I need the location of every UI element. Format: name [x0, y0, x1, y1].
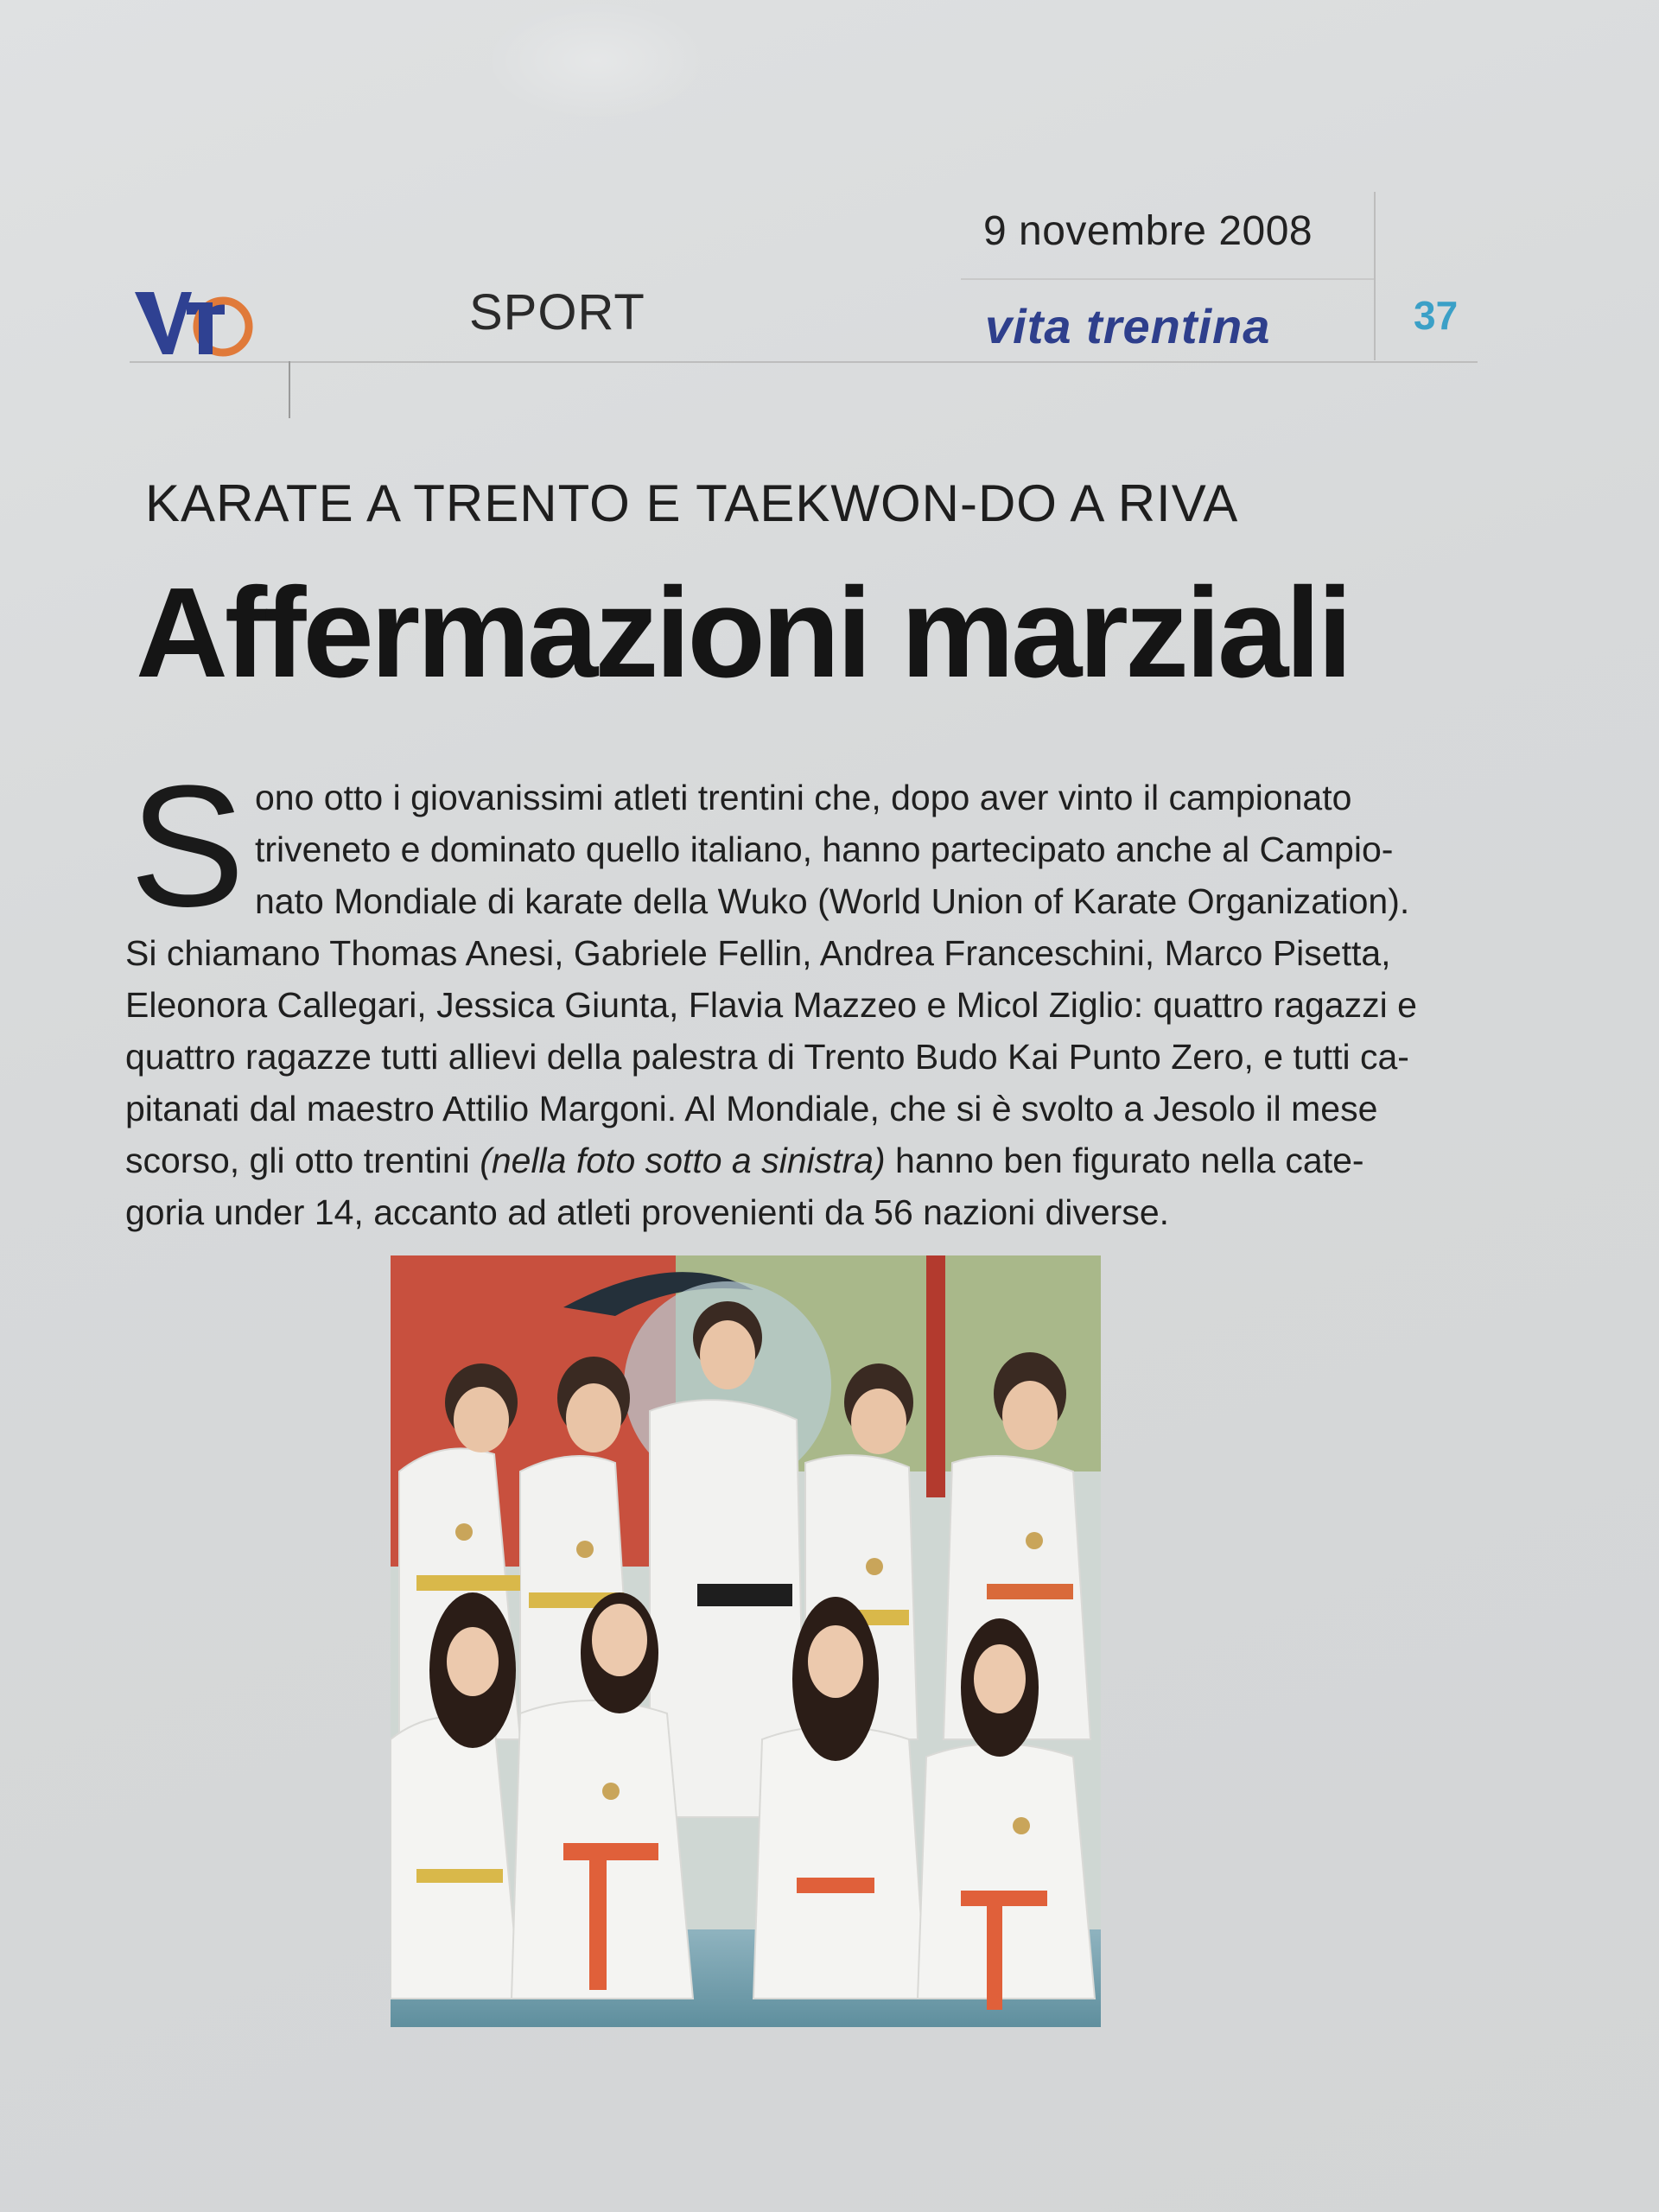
group-photo [391, 1255, 1101, 2027]
paper-crease [484, 0, 709, 121]
body-line: nato Mondiale di karate della Wuko (World Union of Karate Organization). [255, 881, 1410, 921]
article-kicker: KARATE A TRENTO E TAEKWON-DO A RIVA [145, 474, 1239, 532]
photo-reference: (nella foto sotto a sinistra) [480, 1141, 886, 1180]
header-divider-vertical [1374, 192, 1376, 360]
body-line-with-caption-ref [125, 1135, 1512, 1186]
publication-name: vita trentina [985, 299, 1271, 353]
article-body [125, 772, 1512, 1238]
article-headline: Affermazioni marziali [136, 562, 1350, 704]
body-line: triveneto e dominato quello italiano, hanno partecipato anche al Campio- [255, 830, 1394, 869]
body-line: quattro ragazze tutti allievi della palestra di Trento Budo Kai Punto Zero, e tutti ca- [125, 1037, 1409, 1077]
body-text-segment: hanno ben figurato nella cate- [885, 1141, 1364, 1180]
header-divider-date [961, 278, 1374, 280]
body-line: Eleonora Callegari, Jessica Giunta, Flavia Mazzeo e Micol Ziglio: quattro ragazzi e [125, 985, 1417, 1025]
body-line: Si chiamano Thomas Anesi, Gabriele Fellin, Andrea Franceschini, Marco Pisetta, [125, 933, 1391, 973]
body-line: pitanati dal maestro Attilio Margoni. Al Mondiale, che si è svolto a Jesolo il mese [125, 1089, 1378, 1128]
header-tick [289, 361, 290, 418]
vt-logo [131, 283, 257, 365]
header-rule [130, 361, 1478, 363]
body-line: goria under 14, accanto ad atleti provenienti da 56 nazioni diverse. [125, 1192, 1170, 1232]
page-number: 37 [1414, 293, 1459, 338]
issue-date: 9 novembre 2008 [983, 208, 1313, 254]
section-label: SPORT [469, 284, 645, 340]
body-text-segment: scorso, gli otto trentini [125, 1141, 480, 1180]
drop-cap: S [130, 750, 245, 943]
body-line: ono otto i giovanissimi atleti trentini che, dopo aver vinto il campionato [255, 778, 1352, 817]
